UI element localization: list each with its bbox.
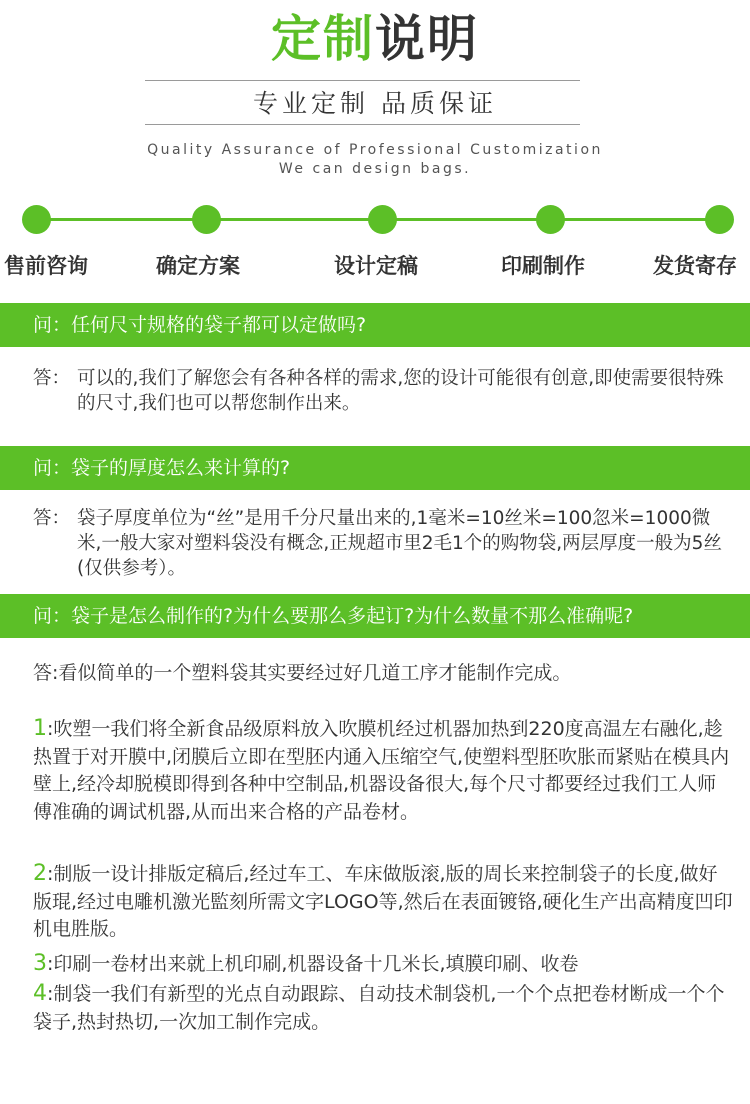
item-text: 制版一设计排版定稿后,经过车工、车床做版滚,版的周长来控制袋子的长度,做好版琨,经过电雕机激光監刻所需文字LOGO等,然后在表面镀铬,硬化生产出高精度凹印机电胜版。 <box>33 863 733 940</box>
process-dot-5 <box>705 205 734 234</box>
faq-question-bar: 问：袋子的厚度怎么来计算的? <box>0 446 750 490</box>
answer-text: 袋子厚度单位为“丝”是用千分尺量出来的,1毫米=10丝米=100忽米=1000微米,一般大家对塑料袋没有概念,正规超市里2毛1个的购物袋,两层厚度一般为5丝(仅供参考）。 <box>77 508 722 579</box>
subtitle: 专业定制 品质保证 <box>253 89 497 118</box>
item-separator: : <box>47 718 54 740</box>
item-number: 2 <box>33 861 47 886</box>
item-separator: : <box>47 953 54 975</box>
item-text: 印刷一卷材出来就上机印刷,机器设备十几米长,填膜印刷、收卷 <box>53 953 579 975</box>
process-detail-item <box>33 715 733 826</box>
process-step-label: 设计定稿 <box>334 254 418 278</box>
tagline-english-2: We can design bags. <box>278 161 472 177</box>
process-dot-2 <box>192 205 221 234</box>
process-step-label: 印刷制作 <box>501 254 585 278</box>
item-number: 3 <box>33 951 47 976</box>
faq-answer-intro: 答:看似简单的一个塑料袋其实要经过好几道工序才能制作完成。 <box>33 662 572 684</box>
process-dot-1 <box>22 205 51 234</box>
answer-text: 可以的,我们了解您会有各种各样的需求,您的设计可能很有创意,即使需要很特殊的尺寸,我们也可以帮您制作出来。 <box>77 368 724 414</box>
item-separator: : <box>47 863 54 885</box>
header-divider-top <box>145 80 580 81</box>
item-number: 1 <box>33 716 47 741</box>
process-detail-item <box>33 950 733 979</box>
header-divider-bottom <box>145 124 580 125</box>
item-text: 制袋一我们有新型的光点自动跟踪、自动技术制袋机,一个个点把卷材断成一个个袋子,热封热切,一次加工制作完成。 <box>33 983 725 1033</box>
item-number: 4 <box>33 981 47 1006</box>
process-step-label: 确定方案 <box>156 254 240 278</box>
process-detail-item <box>33 860 733 944</box>
process-step-label: 售前咨询 <box>4 254 88 278</box>
faq-answer <box>33 366 733 416</box>
answer-prefix: 答： <box>33 508 71 529</box>
title-green-part: 定制 <box>271 10 375 68</box>
page-title <box>0 8 750 70</box>
process-step-label: 发货寄存 <box>653 254 737 278</box>
process-detail-item <box>33 980 733 1036</box>
tagline-english-1: Quality Assurance of Professional Customization <box>147 142 603 158</box>
faq-question-bar: 问：任何尺寸规格的袋子都可以定做吗? <box>0 303 750 347</box>
item-separator: : <box>47 983 54 1005</box>
answer-prefix: 答： <box>33 368 71 389</box>
process-dot-3 <box>368 205 397 234</box>
title-dark-part: 说明 <box>375 10 479 68</box>
faq-answer <box>33 506 733 581</box>
item-text: 吹塑一我们将全新食品级原料放入吹膜机经过机器加热到220度高温左右融化,趁热置于对开膜中,闭膜后立即在型胚内通入压缩空气,使塑料型胚吹胀而紧贴在模具内壁上,经冷却脱模即得到各种中空制品,机器设备很大,每个尺寸都要经过我们工人师傅准确的调试机器,从而出来合格的产品卷材。 <box>33 718 730 823</box>
process-dot-4 <box>536 205 565 234</box>
faq-question-bar: 问：袋子是怎么制作的?为什么要那么多起订?为什么数量不那么准确呢? <box>0 594 750 638</box>
